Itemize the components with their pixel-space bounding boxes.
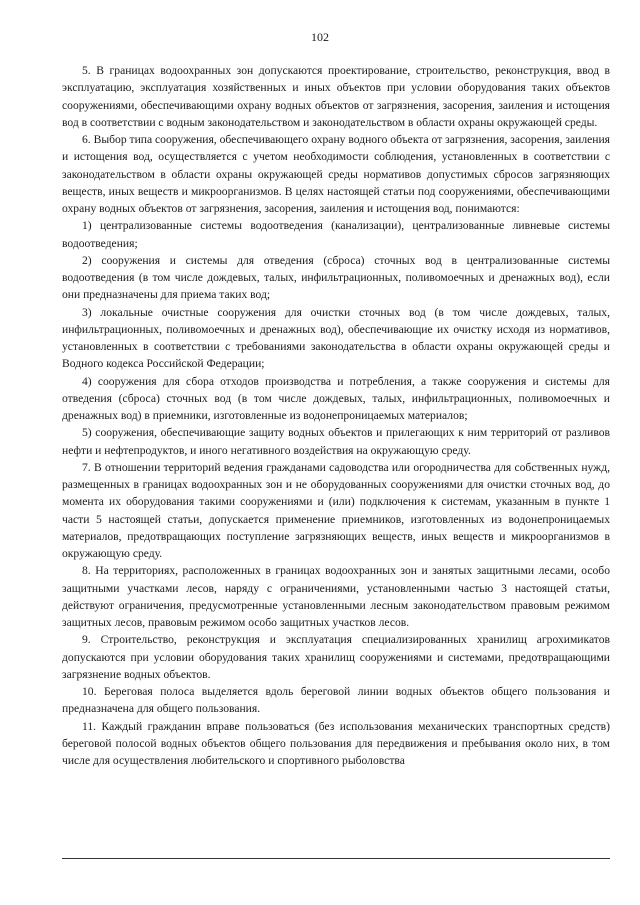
paragraph-8: 8. На территориях, расположенных в границах водоохранных зон и занятых защитными лесами, особо защитными участками лесов, наряду с ограничениями, установленными частью 3 настоящей статьи, действуют ограничения, предусмотренные установленными лесным законодательством правовым режимом защитных лесов, правовым режимом особо защитных участков лесов. xyxy=(62,564,610,629)
list-item-3: 3) локальные очистные сооружения для очистки сточных вод (в том числе дождевых, талых, инфильтрационных, поливомоечных и дренажных вод), обеспечивающие их очистку исходя из нормативов, установленных в соответствии с требованиями законодательства в области охраны окружающей среды и Водного кодекса Российской Федерации; xyxy=(62,305,610,371)
list-item-1: 1) централизованные системы водоотведения (канализации), централизованные ливневые системы водоотведения; xyxy=(62,219,610,250)
paragraph-6: 6. Выбор типа сооружения, обеспечивающего охрану водного объекта от загрязнения, засорения, заиления и истощения вод, осуществляется с учетом необходимости соблюдения, установленных в соответствии с законодательством в области охраны окружающей среды нормативов допустимых сбросов загрязняющих веществ, иных веществ и микроорганизмов. В целях настоящей статьи под сооружениями, обеспечивающими охрану водных объектов от загрязнения, засорения, заиления и истощения вод, понимаются: xyxy=(62,133,610,215)
paragraph-5: 5. В границах водоохранных зон допускаются проектирование, строительство, реконструкция, ввод в эксплуатацию, эксплуатация хозяйственных и иных объектов при условии оборудования таких объектов сооружениями, обеспечивающими охрану водных объектов от загрязнения, засорения, заиления и истощения вод в соответствии с водным законодательством и законодательством в области охраны окружающей среды. xyxy=(62,64,610,129)
document-body xyxy=(62,62,610,769)
paragraph-10: 10. Береговая полоса выделяется вдоль береговой линии водных объектов общего пользования и предназначена для общего пользования. xyxy=(62,685,610,716)
list-item-5: 5) сооружения, обеспечивающие защиту водных объектов и прилегающих к ним территорий от разливов нефти и нефтепродуктов, и иного негативного воздействия на окружающую среду. xyxy=(62,426,610,457)
footer-divider xyxy=(62,858,610,859)
list-item-4: 4) сооружения для сбора отходов производства и потребления, а также сооружения и системы для отведения (сброса) сточных вод (в том числе дождевых, талых, инфильтрационных, поливомоечных и дренажных вод) в приемники, изготовленные из водонепроницаемых материалов; xyxy=(62,374,610,422)
paragraph-7: 7. В отношении территорий ведения гражданами садоводства или огородничества для собственных нужд, размещенных в границах водоохранных зон и не оборудованных сооружениями для очистки сточных вод, до момента их оборудования такими сооружениями и (или) подключения к системам, указанным в пункте 1 части 5 настоящей статьи, допускается применение приемников, изготовленных из водонепроницаемых материалов, предотвращающих поступление загрязняющих веществ, иных веществ и микроорганизмов в окружающую среду. xyxy=(62,460,610,560)
paragraph-9: 9. Строительство, реконструкция и эксплуатация специализированных хранилищ агрохимикатов допускаются при условии оборудования таких хранилищ сооружениями и системами, предотвращающими загрязнение водных объектов. xyxy=(62,633,610,681)
page-number: 102 xyxy=(311,30,329,44)
list-item-2: 2) сооружения и системы для отведения (сброса) сточных вод в централизованные системы водоотведения (в том числе дождевых, талых, инфильтрационных, поливомоечных и дренажных вод), если они предназначены для приема таких вод; xyxy=(62,253,610,302)
paragraph-11: 11. Каждый гражданин вправе пользоваться (без использования механических транспортных средств) береговой полосой водных объектов общего пользования для передвижения и пребывания около них, в том числе для осуществления любительского и спортивного рыболовства xyxy=(62,719,610,767)
